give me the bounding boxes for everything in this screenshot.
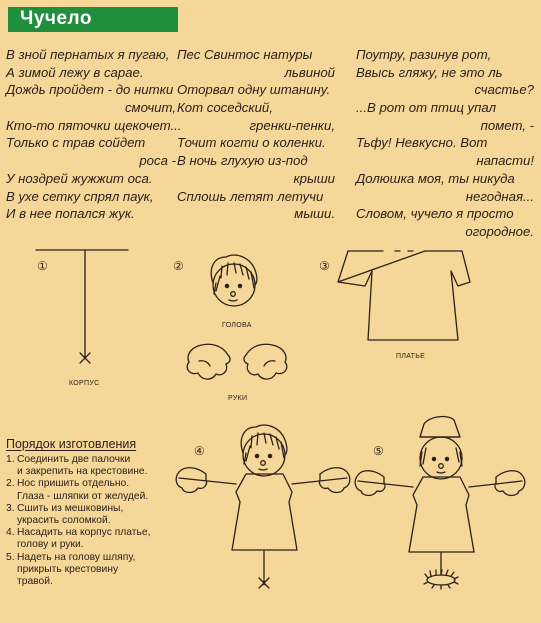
label-dress: ПЛАТЬЕ bbox=[396, 353, 426, 360]
poem-line: негодная... bbox=[465, 188, 534, 204]
poem-line: Точит когти о коленки. bbox=[177, 135, 326, 151]
poem-line: У ноздрей жужжит оса. bbox=[6, 170, 153, 186]
poem-line: В зной пернатых я пугаю, bbox=[6, 47, 170, 62]
figure-1-body-cross bbox=[36, 250, 128, 363]
figure-number-5: ⑤ bbox=[373, 444, 384, 458]
instruction-step: 1. Соединить две палочки и закрепить на крестовине. bbox=[6, 454, 148, 478]
page-title: Чучело bbox=[20, 8, 92, 29]
poem-line: помет, - bbox=[480, 117, 534, 133]
instruction-step: 5. Надеть на голову шляпу, прикрыть крестовину травой. bbox=[6, 551, 136, 588]
poem-line: Оторвал одну штанину. bbox=[177, 82, 331, 98]
figure-2-hands bbox=[187, 344, 287, 379]
poem-line: Долюшка моя, ты никуда bbox=[356, 170, 515, 186]
instructions-list bbox=[6, 454, 181, 588]
poem-line: Кто-то пяточки щекочет... bbox=[6, 117, 182, 133]
instruction-step: 3. Сшить из мешковины, украсить соломкой. bbox=[6, 502, 124, 527]
instruction-step: 2. Нос пришить отдельно. Глаза - шляпки от желудей. bbox=[6, 478, 149, 502]
label-body: КОРПУС bbox=[69, 380, 100, 387]
poem-line: Сплошь летят летучи bbox=[177, 188, 324, 204]
poem-line: Словом, чучело я просто bbox=[356, 206, 514, 222]
poem-line: Кот соседский, bbox=[177, 100, 273, 116]
figure-number-1: ① bbox=[37, 259, 48, 273]
figure-3-dress bbox=[338, 251, 470, 340]
poem-line: Поутру, разинув рот, bbox=[356, 47, 492, 62]
poem-line: В ухе сетку спрял паук, bbox=[6, 188, 154, 204]
poem-line: огородное. bbox=[465, 223, 534, 239]
label-hands: РУКИ bbox=[228, 395, 248, 402]
instructions-heading: Порядок изготовления bbox=[6, 437, 137, 451]
poem-line: смочит, bbox=[124, 100, 176, 116]
figure-number-2: ② bbox=[173, 259, 184, 273]
poem-line: крыши bbox=[293, 170, 335, 186]
poem-line: И в нее попался жук. bbox=[6, 206, 135, 222]
poem-line: Пес Свинтос натуры bbox=[177, 47, 313, 62]
poem-line: Только с трав сойдет bbox=[6, 135, 146, 151]
instruction-step: 4. Насадить на корпус платье, голову и руки. bbox=[6, 527, 151, 551]
poem-line: напасти! bbox=[476, 153, 534, 169]
instructions bbox=[6, 437, 181, 588]
figure-2-head bbox=[211, 255, 257, 306]
poem-line: А зимой лежу в сарае. bbox=[6, 64, 144, 80]
figure-5-scarecrow-with-hat bbox=[355, 417, 525, 589]
label-head: ГОЛОВА bbox=[222, 322, 252, 329]
poem-line: гренки-пенки, bbox=[249, 117, 335, 133]
poem-line: В ночь глухую из-под bbox=[177, 153, 308, 169]
figure-number-3: ③ bbox=[319, 259, 330, 273]
poem-line: ...В рот от птиц упал bbox=[356, 100, 497, 116]
poem-line: Тьфу! Невкусно. Вот bbox=[356, 135, 488, 151]
poem-line: мыши. bbox=[294, 206, 335, 222]
poem-line: львиной bbox=[284, 64, 335, 80]
poem-line: Ввысь гляжу, не это ль bbox=[356, 64, 503, 80]
poem-line: счастье? bbox=[474, 82, 534, 98]
poem-line: роса - bbox=[139, 153, 176, 169]
figure-number-4: ④ bbox=[194, 444, 205, 458]
poem-line: Дождь пройдет - до нитки bbox=[6, 82, 174, 98]
